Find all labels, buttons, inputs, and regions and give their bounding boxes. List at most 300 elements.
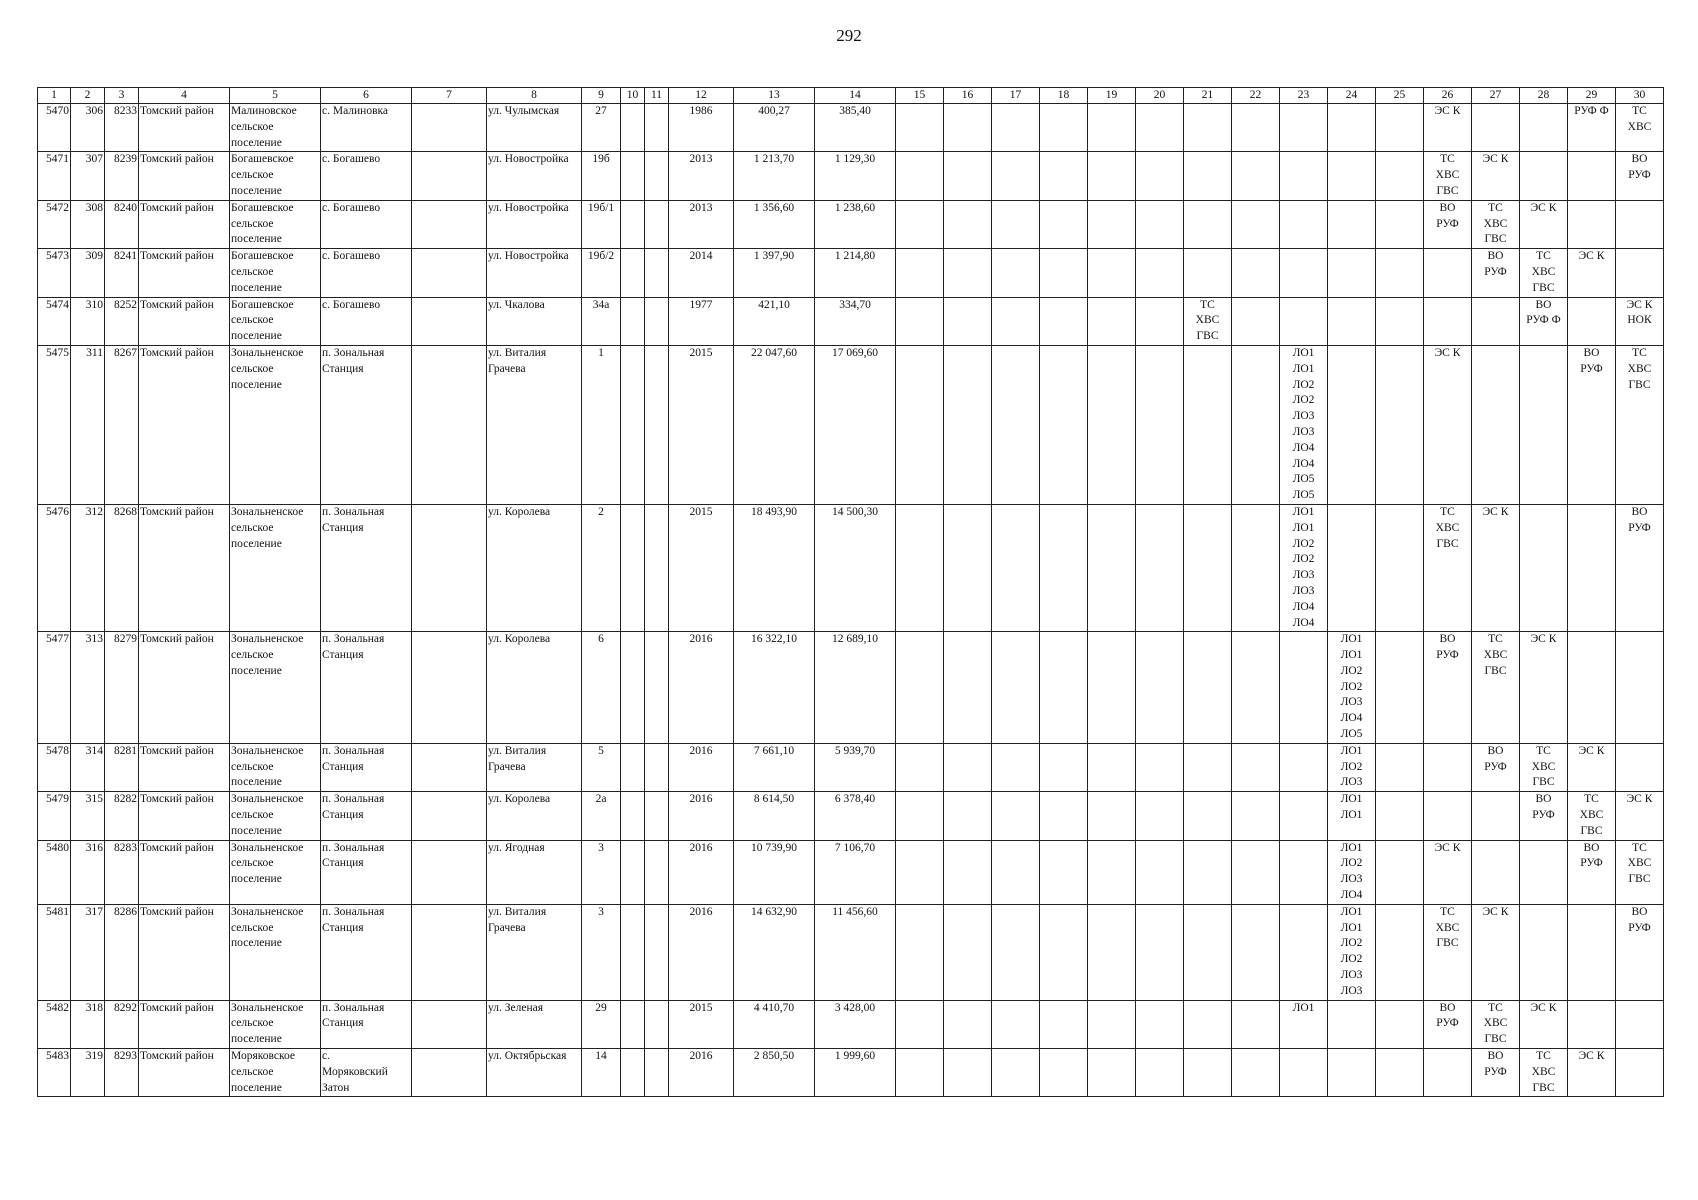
cell-col-3: 8233 bbox=[105, 104, 139, 152]
cell-col-1: 5475 bbox=[38, 345, 71, 504]
cell-col-26 bbox=[1424, 297, 1472, 345]
cell-col-2: 311 bbox=[71, 345, 105, 504]
cell-col-16 bbox=[944, 152, 992, 200]
cell-col-11 bbox=[645, 200, 669, 248]
cell-col-12: 2013 bbox=[669, 200, 734, 248]
cell-col-1: 5478 bbox=[38, 743, 71, 791]
table-row bbox=[38, 1049, 1664, 1097]
cell-col-20 bbox=[1136, 632, 1184, 744]
column-header-18: 18 bbox=[1040, 88, 1088, 104]
cell-col-4: Томский район bbox=[139, 200, 230, 248]
cell-col-23: ЛО1 bbox=[1280, 1000, 1328, 1048]
column-header-22: 22 bbox=[1232, 88, 1280, 104]
cell-col-4: Томский район bbox=[139, 297, 230, 345]
cell-col-8: ул. Чулымская bbox=[487, 104, 582, 152]
cell-col-3: 8286 bbox=[105, 904, 139, 1000]
cell-col-4: Томский район bbox=[139, 249, 230, 297]
cell-col-5: Зональненское сельское поселение bbox=[230, 743, 321, 791]
cell-col-11 bbox=[645, 1049, 669, 1097]
cell-col-25 bbox=[1376, 104, 1424, 152]
cell-col-26 bbox=[1424, 792, 1472, 840]
cell-col-12: 1977 bbox=[669, 297, 734, 345]
cell-col-28: ВО РУФ bbox=[1520, 792, 1568, 840]
cell-col-2: 314 bbox=[71, 743, 105, 791]
cell-col-29: ЭС К bbox=[1568, 1049, 1616, 1097]
cell-col-10 bbox=[621, 1049, 645, 1097]
cell-col-10 bbox=[621, 345, 645, 504]
cell-col-10 bbox=[621, 1000, 645, 1048]
table-row bbox=[38, 1000, 1664, 1048]
cell-col-30: ТС ХВС bbox=[1616, 104, 1664, 152]
cell-col-9: 27 bbox=[582, 104, 621, 152]
cell-col-2: 309 bbox=[71, 249, 105, 297]
cell-col-25 bbox=[1376, 632, 1424, 744]
cell-col-8: ул. Зеленая bbox=[487, 1000, 582, 1048]
cell-col-24 bbox=[1328, 504, 1376, 631]
cell-col-15 bbox=[896, 345, 944, 504]
cell-col-30 bbox=[1616, 743, 1664, 791]
column-header-10: 10 bbox=[621, 88, 645, 104]
cell-col-12: 2015 bbox=[669, 504, 734, 631]
cell-col-14: 17 069,60 bbox=[815, 345, 896, 504]
cell-col-11 bbox=[645, 104, 669, 152]
column-header-3: 3 bbox=[105, 88, 139, 104]
cell-col-5: Зональненское сельское поселение bbox=[230, 792, 321, 840]
cell-col-20 bbox=[1136, 1000, 1184, 1048]
cell-col-26: ТС ХВС ГВС bbox=[1424, 504, 1472, 631]
cell-col-25 bbox=[1376, 504, 1424, 631]
cell-col-23: ЛО1 ЛО1 ЛО2 ЛО2 ЛО3 ЛО3 ЛО4 ЛО4 ЛО5 ЛО5 bbox=[1280, 345, 1328, 504]
cell-col-9: 2 bbox=[582, 504, 621, 631]
cell-col-7 bbox=[412, 904, 487, 1000]
cell-col-27: ТС ХВС ГВС bbox=[1472, 200, 1520, 248]
cell-col-19 bbox=[1088, 200, 1136, 248]
cell-col-21 bbox=[1184, 743, 1232, 791]
cell-col-22 bbox=[1232, 152, 1280, 200]
cell-col-6: с. Богашево bbox=[321, 297, 412, 345]
column-header-12: 12 bbox=[669, 88, 734, 104]
cell-col-16 bbox=[944, 1000, 992, 1048]
column-header-26: 26 bbox=[1424, 88, 1472, 104]
cell-col-14: 6 378,40 bbox=[815, 792, 896, 840]
cell-col-7 bbox=[412, 792, 487, 840]
cell-col-2: 317 bbox=[71, 904, 105, 1000]
cell-col-27 bbox=[1472, 840, 1520, 904]
cell-col-24: ЛО1 ЛО2 ЛО3 bbox=[1328, 743, 1376, 791]
cell-col-7 bbox=[412, 104, 487, 152]
header-row bbox=[38, 88, 1664, 104]
cell-col-3: 8281 bbox=[105, 743, 139, 791]
cell-col-7 bbox=[412, 200, 487, 248]
cell-col-21 bbox=[1184, 504, 1232, 631]
cell-col-3: 8240 bbox=[105, 200, 139, 248]
cell-col-9: 34а bbox=[582, 297, 621, 345]
cell-col-14: 1 999,60 bbox=[815, 1049, 896, 1097]
cell-col-14: 1 238,60 bbox=[815, 200, 896, 248]
cell-col-20 bbox=[1136, 345, 1184, 504]
cell-col-20 bbox=[1136, 152, 1184, 200]
cell-col-6: с. Богашево bbox=[321, 152, 412, 200]
cell-col-9: 1 bbox=[582, 345, 621, 504]
column-header-17: 17 bbox=[992, 88, 1040, 104]
cell-col-9: 19б/2 bbox=[582, 249, 621, 297]
cell-col-19 bbox=[1088, 104, 1136, 152]
cell-col-4: Томский район bbox=[139, 632, 230, 744]
column-header-20: 20 bbox=[1136, 88, 1184, 104]
cell-col-17 bbox=[992, 792, 1040, 840]
cell-col-1: 5471 bbox=[38, 152, 71, 200]
cell-col-6: с. Богашево bbox=[321, 249, 412, 297]
cell-col-17 bbox=[992, 504, 1040, 631]
cell-col-8: ул. Новостройка bbox=[487, 152, 582, 200]
column-header-7: 7 bbox=[412, 88, 487, 104]
cell-col-14: 11 456,60 bbox=[815, 904, 896, 1000]
cell-col-28: ЭС К bbox=[1520, 632, 1568, 744]
cell-col-13: 1 397,90 bbox=[734, 249, 815, 297]
cell-col-4: Томский район bbox=[139, 1000, 230, 1048]
cell-col-18 bbox=[1040, 904, 1088, 1000]
cell-col-26 bbox=[1424, 1049, 1472, 1097]
cell-col-28 bbox=[1520, 904, 1568, 1000]
cell-col-24 bbox=[1328, 249, 1376, 297]
cell-col-20 bbox=[1136, 297, 1184, 345]
column-header-30: 30 bbox=[1616, 88, 1664, 104]
cell-col-4: Томский район bbox=[139, 904, 230, 1000]
cell-col-22 bbox=[1232, 104, 1280, 152]
cell-col-8: ул. Виталия Грачева bbox=[487, 345, 582, 504]
cell-col-15 bbox=[896, 632, 944, 744]
cell-col-1: 5482 bbox=[38, 1000, 71, 1048]
cell-col-5: Моряковское сельское поселение bbox=[230, 1049, 321, 1097]
cell-col-14: 12 689,10 bbox=[815, 632, 896, 744]
cell-col-26: ТС ХВС ГВС bbox=[1424, 152, 1472, 200]
cell-col-19 bbox=[1088, 345, 1136, 504]
cell-col-28: ТС ХВС ГВС bbox=[1520, 1049, 1568, 1097]
column-header-11: 11 bbox=[645, 88, 669, 104]
cell-col-11 bbox=[645, 152, 669, 200]
cell-col-4: Томский район bbox=[139, 345, 230, 504]
cell-col-23 bbox=[1280, 104, 1328, 152]
cell-col-17 bbox=[992, 904, 1040, 1000]
cell-col-15 bbox=[896, 297, 944, 345]
cell-col-4: Томский район bbox=[139, 840, 230, 904]
cell-col-3: 8282 bbox=[105, 792, 139, 840]
cell-col-2: 310 bbox=[71, 297, 105, 345]
cell-col-19 bbox=[1088, 632, 1136, 744]
cell-col-30: ТС ХВС ГВС bbox=[1616, 840, 1664, 904]
cell-col-16 bbox=[944, 504, 992, 631]
cell-col-4: Томский район bbox=[139, 792, 230, 840]
cell-col-16 bbox=[944, 840, 992, 904]
cell-col-22 bbox=[1232, 297, 1280, 345]
cell-col-8: ул. Чкалова bbox=[487, 297, 582, 345]
cell-col-13: 8 614,50 bbox=[734, 792, 815, 840]
cell-col-18 bbox=[1040, 104, 1088, 152]
table-row bbox=[38, 200, 1664, 248]
cell-col-29: ВО РУФ bbox=[1568, 345, 1616, 504]
column-header-28: 28 bbox=[1520, 88, 1568, 104]
cell-col-2: 316 bbox=[71, 840, 105, 904]
cell-col-22 bbox=[1232, 840, 1280, 904]
table-row bbox=[38, 297, 1664, 345]
cell-col-27: ЭС К bbox=[1472, 904, 1520, 1000]
cell-col-13: 14 632,90 bbox=[734, 904, 815, 1000]
cell-col-9: 19б bbox=[582, 152, 621, 200]
cell-col-19 bbox=[1088, 792, 1136, 840]
cell-col-30 bbox=[1616, 632, 1664, 744]
cell-col-2: 312 bbox=[71, 504, 105, 631]
cell-col-10 bbox=[621, 104, 645, 152]
cell-col-8: ул. Новостройка bbox=[487, 249, 582, 297]
cell-col-12: 2015 bbox=[669, 345, 734, 504]
cell-col-21 bbox=[1184, 345, 1232, 504]
cell-col-6: п. Зональная Станция bbox=[321, 792, 412, 840]
cell-col-2: 315 bbox=[71, 792, 105, 840]
cell-col-9: 3 bbox=[582, 840, 621, 904]
cell-col-15 bbox=[896, 743, 944, 791]
cell-col-15 bbox=[896, 1049, 944, 1097]
register-table bbox=[37, 87, 1664, 1097]
cell-col-21: ТС ХВС ГВС bbox=[1184, 297, 1232, 345]
cell-col-14: 5 939,70 bbox=[815, 743, 896, 791]
cell-col-17 bbox=[992, 200, 1040, 248]
cell-col-16 bbox=[944, 249, 992, 297]
table-row bbox=[38, 840, 1664, 904]
cell-col-8: ул. Ягодная bbox=[487, 840, 582, 904]
cell-col-27: ВО РУФ bbox=[1472, 1049, 1520, 1097]
cell-col-10 bbox=[621, 632, 645, 744]
cell-col-3: 8292 bbox=[105, 1000, 139, 1048]
cell-col-29 bbox=[1568, 152, 1616, 200]
cell-col-7 bbox=[412, 345, 487, 504]
cell-col-19 bbox=[1088, 743, 1136, 791]
cell-col-25 bbox=[1376, 1049, 1424, 1097]
cell-col-21 bbox=[1184, 152, 1232, 200]
cell-col-26 bbox=[1424, 743, 1472, 791]
cell-col-9: 19б/1 bbox=[582, 200, 621, 248]
cell-col-11 bbox=[645, 249, 669, 297]
column-header-25: 25 bbox=[1376, 88, 1424, 104]
cell-col-22 bbox=[1232, 1049, 1280, 1097]
cell-col-20 bbox=[1136, 104, 1184, 152]
cell-col-15 bbox=[896, 104, 944, 152]
cell-col-24: ЛО1 ЛО1 bbox=[1328, 792, 1376, 840]
cell-col-24: ЛО1 ЛО1 ЛО2 ЛО2 ЛО3 ЛО4 ЛО5 bbox=[1328, 632, 1376, 744]
cell-col-12: 2016 bbox=[669, 1049, 734, 1097]
cell-col-12: 2016 bbox=[669, 632, 734, 744]
table-row bbox=[38, 632, 1664, 744]
cell-col-18 bbox=[1040, 200, 1088, 248]
cell-col-16 bbox=[944, 743, 992, 791]
table-body bbox=[38, 104, 1664, 1097]
cell-col-20 bbox=[1136, 249, 1184, 297]
cell-col-27: ВО РУФ bbox=[1472, 249, 1520, 297]
column-header-8: 8 bbox=[487, 88, 582, 104]
column-header-13: 13 bbox=[734, 88, 815, 104]
cell-col-15 bbox=[896, 200, 944, 248]
cell-col-10 bbox=[621, 297, 645, 345]
cell-col-26: ВО РУФ bbox=[1424, 1000, 1472, 1048]
cell-col-19 bbox=[1088, 504, 1136, 631]
cell-col-7 bbox=[412, 504, 487, 631]
cell-col-17 bbox=[992, 297, 1040, 345]
cell-col-1: 5477 bbox=[38, 632, 71, 744]
cell-col-23 bbox=[1280, 200, 1328, 248]
cell-col-20 bbox=[1136, 504, 1184, 631]
cell-col-5: Богашевское сельское поселение bbox=[230, 249, 321, 297]
cell-col-3: 8267 bbox=[105, 345, 139, 504]
cell-col-3: 8283 bbox=[105, 840, 139, 904]
cell-col-19 bbox=[1088, 1049, 1136, 1097]
cell-col-14: 1 214,80 bbox=[815, 249, 896, 297]
column-header-9: 9 bbox=[582, 88, 621, 104]
cell-col-18 bbox=[1040, 743, 1088, 791]
cell-col-24 bbox=[1328, 297, 1376, 345]
cell-col-14: 3 428,00 bbox=[815, 1000, 896, 1048]
cell-col-18 bbox=[1040, 632, 1088, 744]
column-header-1: 1 bbox=[38, 88, 71, 104]
cell-col-16 bbox=[944, 104, 992, 152]
cell-col-14: 14 500,30 bbox=[815, 504, 896, 631]
cell-col-29: ЭС К bbox=[1568, 743, 1616, 791]
cell-col-14: 334,70 bbox=[815, 297, 896, 345]
table-row bbox=[38, 152, 1664, 200]
cell-col-23 bbox=[1280, 792, 1328, 840]
cell-col-23 bbox=[1280, 249, 1328, 297]
cell-col-6: п. Зональная Станция bbox=[321, 840, 412, 904]
cell-col-25 bbox=[1376, 743, 1424, 791]
cell-col-12: 2015 bbox=[669, 1000, 734, 1048]
cell-col-18 bbox=[1040, 1049, 1088, 1097]
cell-col-11 bbox=[645, 504, 669, 631]
cell-col-8: ул. Королева bbox=[487, 792, 582, 840]
table-header bbox=[38, 88, 1664, 104]
cell-col-11 bbox=[645, 792, 669, 840]
cell-col-16 bbox=[944, 1049, 992, 1097]
cell-col-13: 400,27 bbox=[734, 104, 815, 152]
cell-col-4: Томский район bbox=[139, 504, 230, 631]
column-header-6: 6 bbox=[321, 88, 412, 104]
cell-col-28 bbox=[1520, 345, 1568, 504]
cell-col-28: ВО РУФ Ф bbox=[1520, 297, 1568, 345]
cell-col-10 bbox=[621, 249, 645, 297]
cell-col-10 bbox=[621, 904, 645, 1000]
cell-col-4: Томский район bbox=[139, 104, 230, 152]
cell-col-11 bbox=[645, 743, 669, 791]
cell-col-6: п. Зональная Станция bbox=[321, 743, 412, 791]
cell-col-7 bbox=[412, 1049, 487, 1097]
cell-col-9: 3 bbox=[582, 904, 621, 1000]
cell-col-2: 313 bbox=[71, 632, 105, 744]
column-header-27: 27 bbox=[1472, 88, 1520, 104]
cell-col-1: 5479 bbox=[38, 792, 71, 840]
cell-col-24 bbox=[1328, 104, 1376, 152]
cell-col-5: Богашевское сельское поселение bbox=[230, 200, 321, 248]
cell-col-30: ВО РУФ bbox=[1616, 504, 1664, 631]
cell-col-18 bbox=[1040, 345, 1088, 504]
cell-col-29 bbox=[1568, 200, 1616, 248]
cell-col-28 bbox=[1520, 104, 1568, 152]
cell-col-28: ЭС К bbox=[1520, 1000, 1568, 1048]
cell-col-29: ВО РУФ bbox=[1568, 840, 1616, 904]
cell-col-1: 5476 bbox=[38, 504, 71, 631]
cell-col-20 bbox=[1136, 1049, 1184, 1097]
cell-col-5: Зональненское сельское поселение bbox=[230, 840, 321, 904]
cell-col-24 bbox=[1328, 152, 1376, 200]
cell-col-19 bbox=[1088, 297, 1136, 345]
cell-col-23 bbox=[1280, 743, 1328, 791]
cell-col-22 bbox=[1232, 504, 1280, 631]
cell-col-26: ЭС К bbox=[1424, 840, 1472, 904]
cell-col-1: 5473 bbox=[38, 249, 71, 297]
cell-col-27 bbox=[1472, 345, 1520, 504]
cell-col-30 bbox=[1616, 1000, 1664, 1048]
cell-col-25 bbox=[1376, 840, 1424, 904]
cell-col-16 bbox=[944, 200, 992, 248]
cell-col-11 bbox=[645, 345, 669, 504]
cell-col-27 bbox=[1472, 297, 1520, 345]
cell-col-6: п. Зональная Станция bbox=[321, 1000, 412, 1048]
cell-col-5: Богашевское сельское поселение bbox=[230, 152, 321, 200]
cell-col-17 bbox=[992, 632, 1040, 744]
cell-col-25 bbox=[1376, 152, 1424, 200]
cell-col-17 bbox=[992, 1049, 1040, 1097]
table-row bbox=[38, 743, 1664, 791]
cell-col-28: ТС ХВС ГВС bbox=[1520, 743, 1568, 791]
cell-col-14: 1 129,30 bbox=[815, 152, 896, 200]
column-header-2: 2 bbox=[71, 88, 105, 104]
cell-col-20 bbox=[1136, 792, 1184, 840]
cell-col-28 bbox=[1520, 504, 1568, 631]
cell-col-3: 8293 bbox=[105, 1049, 139, 1097]
cell-col-30 bbox=[1616, 249, 1664, 297]
cell-col-17 bbox=[992, 345, 1040, 504]
cell-col-2: 307 bbox=[71, 152, 105, 200]
cell-col-18 bbox=[1040, 840, 1088, 904]
cell-col-23 bbox=[1280, 297, 1328, 345]
cell-col-11 bbox=[645, 1000, 669, 1048]
cell-col-17 bbox=[992, 104, 1040, 152]
cell-col-27 bbox=[1472, 792, 1520, 840]
cell-col-10 bbox=[621, 504, 645, 631]
cell-col-19 bbox=[1088, 904, 1136, 1000]
cell-col-23 bbox=[1280, 152, 1328, 200]
cell-col-21 bbox=[1184, 1000, 1232, 1048]
cell-col-9: 14 bbox=[582, 1049, 621, 1097]
cell-col-13: 16 322,10 bbox=[734, 632, 815, 744]
cell-col-29 bbox=[1568, 632, 1616, 744]
cell-col-29 bbox=[1568, 297, 1616, 345]
cell-col-7 bbox=[412, 152, 487, 200]
cell-col-8: ул. Королева bbox=[487, 504, 582, 631]
cell-col-23 bbox=[1280, 840, 1328, 904]
cell-col-21 bbox=[1184, 249, 1232, 297]
table-row bbox=[38, 904, 1664, 1000]
cell-col-8: ул. Виталия Грачева bbox=[487, 743, 582, 791]
cell-col-30: ВО РУФ bbox=[1616, 152, 1664, 200]
column-header-5: 5 bbox=[230, 88, 321, 104]
cell-col-4: Томский район bbox=[139, 1049, 230, 1097]
cell-col-9: 29 bbox=[582, 1000, 621, 1048]
cell-col-21 bbox=[1184, 792, 1232, 840]
cell-col-9: 6 bbox=[582, 632, 621, 744]
cell-col-10 bbox=[621, 743, 645, 791]
cell-col-13: 18 493,90 bbox=[734, 504, 815, 631]
cell-col-6: с. Моряковский Затон bbox=[321, 1049, 412, 1097]
cell-col-4: Томский район bbox=[139, 743, 230, 791]
cell-col-12: 1986 bbox=[669, 104, 734, 152]
cell-col-28: ЭС К bbox=[1520, 200, 1568, 248]
